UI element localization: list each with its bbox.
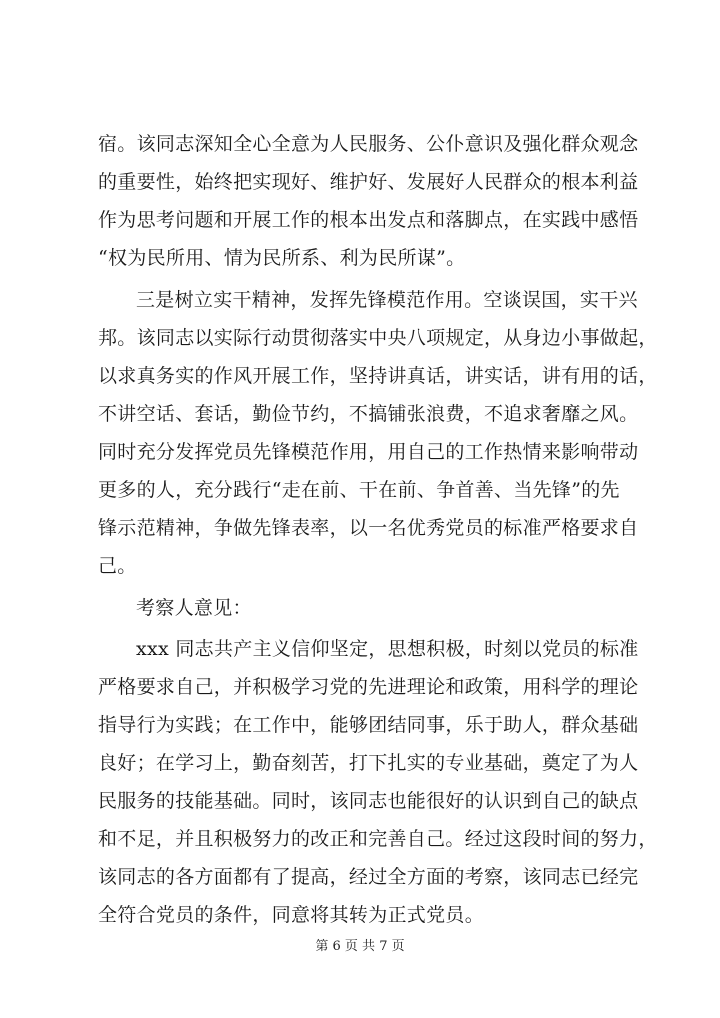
body-text-line: 民服务的技能基础。同时，该同志也能很好的认识到自己的缺点 [98,790,639,812]
body-text-line: 更多的人，充分践行“走在前、干在前、争首善、当先锋”的先 [98,479,620,501]
body-text-line: 良好；在学习上，勤奋刻苦，打下扎实的专业基础，奠定了为人 [98,752,639,774]
body-text-line: 锋示范精神，争做先锋表率，以一名优秀党员的标准严格要求自 [98,517,639,539]
body-text-line: 邦。该同志以实际行动贯彻落实中央八项规定，从身边小事做起， [98,327,658,349]
body-text-line: 该同志的各方面都有了提高，经过全方面的考察，该同志已经完 [98,866,639,888]
body-text-line: 严格要求自己，并积极学习党的先进理论和政策，用科学的理论 [98,676,639,698]
body-text-line: 不讲空话、套话，勤俭节约，不搞铺张浪费，不追求奢靡之风。 [98,403,639,425]
body-text-line: “权为民所用、情为民所系、利为民所谋”。 [98,247,466,269]
body-text-line: 全符合党员的条件，同意将其转为正式党员。 [98,904,485,926]
body-text-line: 同时充分发挥党员先锋模范作用，用自己的工作热情来影响带动 [98,441,639,463]
paragraph-start-line: 三是树立实干精神，发挥先锋模范作用。空谈误国，实干兴 [136,289,638,311]
body-text-line: 己。 [98,555,137,577]
body-text-line: 和不足，并且积极努力的改正和完善自己。经过这段时间的努力， [98,828,658,850]
page-number-footer: 第 6 页 共 7 页 [315,939,405,954]
body-text-line: 的重要性，始终把实现好、维护好、发展好人民群众的根本利益 [98,171,639,193]
reviewer-opinion-heading: 考察人意见： [136,597,252,619]
body-text-line: 宿。该同志深知全心全意为人民服务、公仆意识及强化群众观念 [98,133,639,155]
body-text-line: 指导行为实践；在工作中，能够团结同事，乐于助人，群众基础 [98,714,639,736]
body-text-line: 以求真务实的作风开展工作，坚持讲真话，讲实话，讲有用的话， [98,365,658,387]
paragraph-start-line: xxx 同志共产主义信仰坚定，思想积极，时刻以党员的标准 [136,638,639,660]
body-text-line: 作为思考问题和开展工作的根本出发点和落脚点，在实践中感悟 [98,209,639,231]
